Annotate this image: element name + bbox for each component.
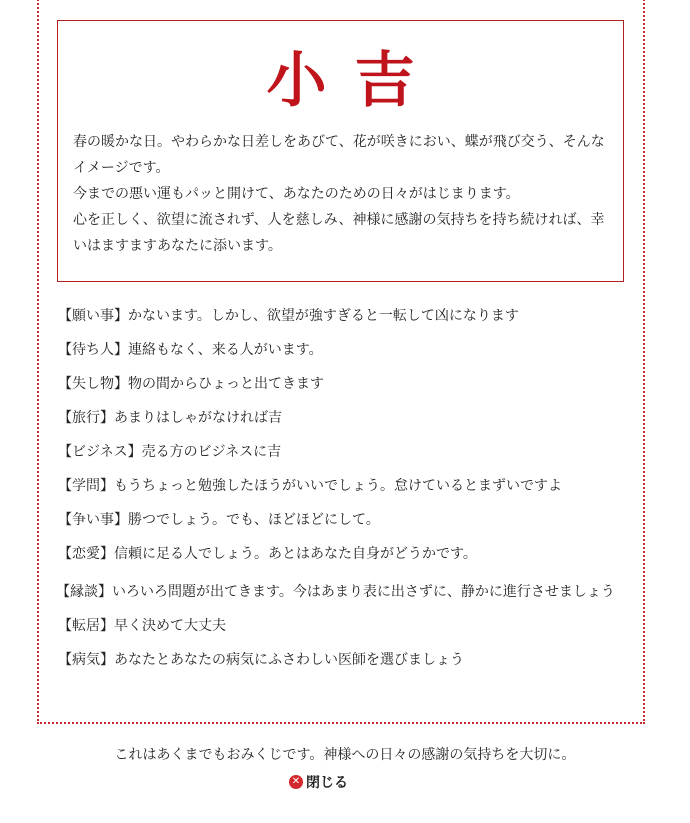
detail-study: 【学問】もうちょっと勉強したほうがいいでしょう。怠けているとまずいですよ bbox=[58, 478, 562, 494]
fortune-rank-title: 小吉 bbox=[266, 46, 443, 116]
summary-paragraph: 今までの悪い運もパッと開けて、あなたのための日々がはじまります。 bbox=[73, 186, 520, 202]
detail-dispute: 【争い事】勝つでしょう。でも、ほどほどにして。 bbox=[58, 512, 380, 528]
fortune-detail-list bbox=[58, 303, 624, 681]
detail-marriage: 【縁談】いろいろ問題が出てきます。今はあまり表に出さずに、静かに進行させましょう bbox=[56, 584, 615, 600]
summary-paragraph: 春の暖かな日。やわらかな日差しをあびて、花が咲きにおい、蝶が飛び交う、そんなイメージです。 bbox=[73, 134, 605, 176]
footer-note: これはあくまでもおみくじです。神様への日々の感謝の気持ちを大切に。 bbox=[114, 747, 576, 763]
fortune-summary-text bbox=[73, 129, 613, 259]
detail-wish: 【願い事】かないます。しかし、欲望が強すぎると一転して凶になります bbox=[58, 308, 519, 324]
close-button[interactable] bbox=[289, 770, 348, 794]
detail-business: 【ビジネス】売る方のビジネスに吉 bbox=[58, 444, 282, 460]
detail-illness: 【病気】あなたとあなたの病気にふさわしい医師を選びましょう bbox=[58, 652, 464, 668]
fortune-summary-box bbox=[57, 20, 624, 282]
close-button-label: 閉じる bbox=[306, 775, 348, 791]
detail-awaited-person: 【待ち人】連絡もなく、来る人がいます。 bbox=[58, 342, 323, 358]
detail-lost-item: 【失し物】物の間からひょっと出てきます bbox=[58, 376, 324, 392]
close-circle-icon: ✕ bbox=[289, 775, 303, 789]
detail-love: 【恋愛】信頼に足る人でしょう。あとはあなた自身がどうかです。 bbox=[58, 546, 477, 562]
detail-travel: 【旅行】あまりはしゃがなければ吉 bbox=[58, 410, 282, 426]
detail-moving: 【転居】早く決めて大丈夫 bbox=[58, 618, 226, 634]
summary-paragraph: 心を正しく、欲望に流されず、人を慈しみ、神様に感謝の気持ちを持ち続ければ、幸いはますますあなたに添います。 bbox=[73, 212, 605, 254]
